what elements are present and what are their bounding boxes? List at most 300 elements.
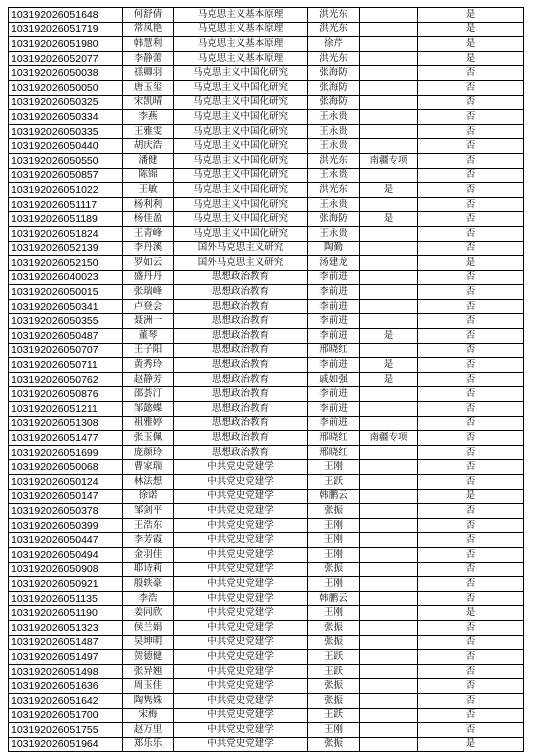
- special-plan-cell: 是: [360, 329, 418, 344]
- major-cell: 思想政治教育: [174, 299, 308, 314]
- student-name-cell: 郑乐乐: [123, 737, 174, 752]
- exam-number-cell: 103192026050038: [9, 66, 123, 81]
- status-flag-cell: 否: [418, 402, 524, 417]
- advisor-cell: 张振: [308, 504, 360, 519]
- exam-number-cell: 103192026050921: [9, 577, 123, 592]
- status-flag-cell: 否: [418, 270, 524, 285]
- advisor-cell: 张振: [308, 737, 360, 752]
- status-flag-cell: 否: [418, 343, 524, 358]
- special-plan-cell: [360, 679, 418, 694]
- table-row: [9, 51, 524, 66]
- advisor-cell: 张振: [308, 679, 360, 694]
- special-plan-cell: [360, 299, 418, 314]
- student-name-cell: 韩慧利: [123, 37, 174, 52]
- advisor-cell: 邢晓红: [308, 445, 360, 460]
- table-row: [9, 197, 524, 212]
- exam-number-cell: 103192026051323: [9, 620, 123, 635]
- table-row: [9, 22, 524, 37]
- major-cell: 中共党史党建学: [174, 475, 308, 490]
- major-cell: 马克思主义基本原理: [174, 51, 308, 66]
- table-row: [9, 299, 524, 314]
- student-name-cell: 金羽佳: [123, 547, 174, 562]
- advisor-cell: 张振: [308, 620, 360, 635]
- advisor-cell: 王跃: [308, 664, 360, 679]
- exam-number-cell: 103192026050015: [9, 285, 123, 300]
- student-name-cell: 庞颜玲: [123, 445, 174, 460]
- table-row: [9, 226, 524, 241]
- exam-number-cell: 103192026051980: [9, 37, 123, 52]
- status-flag-cell: 是: [418, 8, 524, 23]
- major-cell: 马克思主义基本原理: [174, 37, 308, 52]
- special-plan-cell: 南疆专项: [360, 431, 418, 446]
- major-cell: 中共党史党建学: [174, 620, 308, 635]
- status-flag-cell: 否: [418, 95, 524, 110]
- exam-number-cell: 103192026051487: [9, 635, 123, 650]
- exam-number-cell: 103192026052077: [9, 51, 123, 66]
- advisor-cell: 王刚: [308, 723, 360, 738]
- status-flag-cell: 否: [418, 518, 524, 533]
- special-plan-cell: [360, 635, 418, 650]
- major-cell: 中共党史党建学: [174, 708, 308, 723]
- status-flag-cell: 否: [418, 241, 524, 256]
- advisor-cell: 李前进: [308, 299, 360, 314]
- advisor-cell: 洪光东: [308, 183, 360, 198]
- special-plan-cell: [360, 314, 418, 329]
- table-row: [9, 66, 524, 81]
- major-cell: 马克思主义中国化研究: [174, 80, 308, 95]
- table-row: [9, 153, 524, 168]
- special-plan-cell: [360, 51, 418, 66]
- special-plan-cell: [360, 285, 418, 300]
- status-flag-cell: 是: [418, 489, 524, 504]
- major-cell: 中共党史党建学: [174, 518, 308, 533]
- major-cell: 国外马克思主义研究: [174, 241, 308, 256]
- special-plan-cell: [360, 620, 418, 635]
- major-cell: 中共党史党建学: [174, 504, 308, 519]
- table-row: [9, 212, 524, 227]
- table-row: [9, 358, 524, 373]
- student-name-cell: 罗如云: [123, 256, 174, 271]
- table-row: [9, 664, 524, 679]
- table-row: [9, 606, 524, 621]
- student-name-cell: 聂洲一: [123, 314, 174, 329]
- status-flag-cell: 否: [418, 679, 524, 694]
- major-cell: 中共党史党建学: [174, 533, 308, 548]
- table-row: [9, 431, 524, 446]
- exam-number-cell: 103192026050487: [9, 329, 123, 344]
- table-row: [9, 460, 524, 475]
- status-flag-cell: 否: [418, 591, 524, 606]
- status-flag-cell: 否: [418, 299, 524, 314]
- advisor-cell: 王永贵: [308, 110, 360, 125]
- table-row: [9, 504, 524, 519]
- major-cell: 思想政治教育: [174, 372, 308, 387]
- table-row: [9, 489, 524, 504]
- special-plan-cell: [360, 387, 418, 402]
- exam-number-cell: 103192026050068: [9, 460, 123, 475]
- special-plan-cell: [360, 270, 418, 285]
- special-plan-cell: [360, 139, 418, 154]
- status-flag-cell: 否: [418, 693, 524, 708]
- exam-number-cell: 103192026040023: [9, 270, 123, 285]
- student-name-cell: 李浩: [123, 591, 174, 606]
- major-cell: 中共党史党建学: [174, 489, 308, 504]
- student-name-cell: 王浩东: [123, 518, 174, 533]
- table-row: [9, 416, 524, 431]
- advisor-cell: 王永贵: [308, 197, 360, 212]
- exam-number-cell: 103192026051755: [9, 723, 123, 738]
- status-flag-cell: 否: [418, 723, 524, 738]
- exam-number-cell: 103192026050550: [9, 153, 123, 168]
- advisor-cell: 王刚: [308, 460, 360, 475]
- exam-number-cell: 103192026051636: [9, 679, 123, 694]
- table-row: [9, 241, 524, 256]
- advisor-cell: 李前进: [308, 358, 360, 373]
- status-flag-cell: 否: [418, 475, 524, 490]
- special-plan-cell: [360, 197, 418, 212]
- student-name-cell: 卢登会: [123, 299, 174, 314]
- advisor-cell: 邢晓红: [308, 431, 360, 446]
- exam-number-cell: 103192026050355: [9, 314, 123, 329]
- student-name-cell: 邹剑平: [123, 504, 174, 519]
- status-flag-cell: 是: [418, 37, 524, 52]
- special-plan-cell: [360, 577, 418, 592]
- exam-number-cell: 103192026051308: [9, 416, 123, 431]
- major-cell: 马克思主义中国化研究: [174, 226, 308, 241]
- advisor-cell: 李前进: [308, 329, 360, 344]
- exam-number-cell: 103192026052139: [9, 241, 123, 256]
- major-cell: 马克思主义中国化研究: [174, 153, 308, 168]
- student-name-cell: 杨利利: [123, 197, 174, 212]
- major-cell: 中共党史党建学: [174, 547, 308, 562]
- student-name-cell: 曹家瑞: [123, 460, 174, 475]
- advisor-cell: 洪光东: [308, 22, 360, 37]
- major-cell: 思想政治教育: [174, 343, 308, 358]
- exam-number-cell: 103192026051699: [9, 445, 123, 460]
- student-name-cell: 李芳霞: [123, 533, 174, 548]
- table-row: [9, 110, 524, 125]
- table-row: [9, 591, 524, 606]
- student-name-cell: 唐玉玺: [123, 80, 174, 95]
- advisor-cell: 王刚: [308, 547, 360, 562]
- major-cell: 马克思主义中国化研究: [174, 110, 308, 125]
- major-cell: 思想政治教育: [174, 387, 308, 402]
- special-plan-cell: [360, 693, 418, 708]
- status-flag-cell: 否: [418, 168, 524, 183]
- special-plan-cell: [360, 445, 418, 460]
- student-name-cell: 陶隽姝: [123, 693, 174, 708]
- major-cell: 马克思主义中国化研究: [174, 183, 308, 198]
- student-name-cell: 殷轶豪: [123, 577, 174, 592]
- advisor-cell: 李前进: [308, 416, 360, 431]
- major-cell: 思想政治教育: [174, 416, 308, 431]
- student-name-cell: 张玉佩: [123, 431, 174, 446]
- student-name-cell: 邹懿蝶: [123, 402, 174, 417]
- advisor-cell: 洪光东: [308, 8, 360, 23]
- exam-number-cell: 103192026051135: [9, 591, 123, 606]
- status-flag-cell: 否: [418, 387, 524, 402]
- table-row: [9, 183, 524, 198]
- admission-list-table: [8, 7, 524, 752]
- exam-number-cell: 103192026051211: [9, 402, 123, 417]
- major-cell: 思想政治教育: [174, 285, 308, 300]
- table-row: [9, 518, 524, 533]
- status-flag-cell: 否: [418, 460, 524, 475]
- status-flag-cell: 是: [418, 22, 524, 37]
- special-plan-cell: [360, 256, 418, 271]
- exam-number-cell: 103192026050334: [9, 110, 123, 125]
- major-cell: 马克思主义基本原理: [174, 8, 308, 23]
- special-plan-cell: [360, 22, 418, 37]
- student-name-cell: 董琴: [123, 329, 174, 344]
- student-name-cell: 王青峰: [123, 226, 174, 241]
- major-cell: 马克思主义中国化研究: [174, 168, 308, 183]
- major-cell: 思想政治教育: [174, 314, 308, 329]
- major-cell: 中共党史党建学: [174, 460, 308, 475]
- special-plan-cell: [360, 591, 418, 606]
- advisor-cell: 王刚: [308, 606, 360, 621]
- table-row: [9, 562, 524, 577]
- major-cell: 思想政治教育: [174, 329, 308, 344]
- student-name-cell: 盛丹丹: [123, 270, 174, 285]
- student-name-cell: 吴坤明: [123, 635, 174, 650]
- table-row: [9, 343, 524, 358]
- exam-number-cell: 103192026050335: [9, 124, 123, 139]
- status-flag-cell: 是: [418, 606, 524, 621]
- major-cell: 中共党史党建学: [174, 591, 308, 606]
- student-name-cell: 陈锦: [123, 168, 174, 183]
- table-row: [9, 37, 524, 52]
- advisor-cell: 张海防: [308, 66, 360, 81]
- special-plan-cell: [360, 518, 418, 533]
- special-plan-cell: [360, 124, 418, 139]
- table-row: [9, 168, 524, 183]
- exam-number-cell: 103192026051498: [9, 664, 123, 679]
- student-name-cell: 赵静芳: [123, 372, 174, 387]
- major-cell: 思想政治教育: [174, 270, 308, 285]
- student-name-cell: 李静蕾: [123, 51, 174, 66]
- exam-number-cell: 103192026050325: [9, 95, 123, 110]
- status-flag-cell: 否: [418, 110, 524, 125]
- student-name-cell: 王子阳: [123, 343, 174, 358]
- exam-number-cell: 103192026051022: [9, 183, 123, 198]
- student-name-cell: 潘健: [123, 153, 174, 168]
- student-name-cell: 邵荟汀: [123, 387, 174, 402]
- status-flag-cell: 是: [418, 51, 524, 66]
- major-cell: 中共党史党建学: [174, 679, 308, 694]
- special-plan-cell: 是: [360, 358, 418, 373]
- student-name-cell: 胡庆浩: [123, 139, 174, 154]
- advisor-cell: 王永贵: [308, 168, 360, 183]
- special-plan-cell: [360, 664, 418, 679]
- status-flag-cell: 否: [418, 124, 524, 139]
- exam-number-cell: 103192026051700: [9, 708, 123, 723]
- student-name-cell: 杨佳盈: [123, 212, 174, 227]
- major-cell: 国外马克思主义研究: [174, 256, 308, 271]
- major-cell: 思想政治教育: [174, 445, 308, 460]
- special-plan-cell: 是: [360, 212, 418, 227]
- special-plan-cell: [360, 547, 418, 562]
- student-name-cell: 姜同欣: [123, 606, 174, 621]
- student-name-cell: 宋凯晴: [123, 95, 174, 110]
- student-name-cell: 祖雅婷: [123, 416, 174, 431]
- table-row: [9, 314, 524, 329]
- exam-number-cell: 103192026050341: [9, 299, 123, 314]
- student-name-cell: 耶诗莉: [123, 562, 174, 577]
- major-cell: 思想政治教育: [174, 431, 308, 446]
- major-cell: 马克思主义中国化研究: [174, 95, 308, 110]
- student-name-cell: 侯兰娟: [123, 620, 174, 635]
- student-name-cell: 黄秀玲: [123, 358, 174, 373]
- exam-number-cell: 103192026050147: [9, 489, 123, 504]
- student-name-cell: 李燕: [123, 110, 174, 125]
- major-cell: 马克思主义中国化研究: [174, 139, 308, 154]
- table-row: [9, 329, 524, 344]
- status-flag-cell: 否: [418, 562, 524, 577]
- status-flag-cell: 否: [418, 708, 524, 723]
- exam-number-cell: 103192026051964: [9, 737, 123, 752]
- status-flag-cell: 否: [418, 226, 524, 241]
- exam-number-cell: 103192026050399: [9, 518, 123, 533]
- table-row: [9, 285, 524, 300]
- major-cell: 马克思主义中国化研究: [174, 124, 308, 139]
- major-cell: 思想政治教育: [174, 358, 308, 373]
- status-flag-cell: 否: [418, 547, 524, 562]
- advisor-cell: 王跃: [308, 475, 360, 490]
- advisor-cell: 洪光东: [308, 51, 360, 66]
- special-plan-cell: [360, 80, 418, 95]
- major-cell: 中共党史党建学: [174, 664, 308, 679]
- exam-number-cell: 103192026051824: [9, 226, 123, 241]
- special-plan-cell: [360, 723, 418, 738]
- exam-number-cell: 103192026050711: [9, 358, 123, 373]
- major-cell: 中共党史党建学: [174, 577, 308, 592]
- table-row: [9, 270, 524, 285]
- special-plan-cell: [360, 66, 418, 81]
- student-name-cell: 禚卿羽: [123, 66, 174, 81]
- status-flag-cell: 是: [418, 256, 524, 271]
- special-plan-cell: [360, 241, 418, 256]
- exam-number-cell: 103192026051648: [9, 8, 123, 23]
- student-name-cell: 宋梅: [123, 708, 174, 723]
- advisor-cell: 王永贵: [308, 124, 360, 139]
- special-plan-cell: [360, 416, 418, 431]
- advisor-cell: 韩鹏云: [308, 591, 360, 606]
- table-body: [9, 8, 524, 752]
- exam-number-cell: 103192026051642: [9, 693, 123, 708]
- advisor-cell: 洪光东: [308, 153, 360, 168]
- exam-number-cell: 103192026050876: [9, 387, 123, 402]
- table-row: [9, 8, 524, 23]
- advisor-cell: 王刚: [308, 518, 360, 533]
- table-row: [9, 547, 524, 562]
- advisor-cell: 李前进: [308, 314, 360, 329]
- status-flag-cell: 否: [418, 650, 524, 665]
- special-plan-cell: [360, 562, 418, 577]
- special-plan-cell: [360, 504, 418, 519]
- advisor-cell: 王刚: [308, 577, 360, 592]
- advisor-cell: 张海防: [308, 212, 360, 227]
- status-flag-cell: 否: [418, 80, 524, 95]
- table-row: [9, 533, 524, 548]
- exam-number-cell: 103192026050762: [9, 372, 123, 387]
- advisor-cell: 王跃: [308, 708, 360, 723]
- student-name-cell: 张异翘: [123, 664, 174, 679]
- table-row: [9, 475, 524, 490]
- special-plan-cell: [360, 606, 418, 621]
- exam-number-cell: 103192026051189: [9, 212, 123, 227]
- table-row: [9, 139, 524, 154]
- table-row: [9, 650, 524, 665]
- special-plan-cell: [360, 489, 418, 504]
- major-cell: 中共党史党建学: [174, 737, 308, 752]
- advisor-cell: 张海防: [308, 80, 360, 95]
- student-name-cell: 何舒倩: [123, 8, 174, 23]
- advisor-cell: 王永贵: [308, 139, 360, 154]
- student-name-cell: 李丹溪: [123, 241, 174, 256]
- advisor-cell: 邢晓红: [308, 343, 360, 358]
- advisor-cell: 戚如强: [308, 372, 360, 387]
- table-row: [9, 256, 524, 271]
- table-row: [9, 372, 524, 387]
- major-cell: 马克思主义基本原理: [174, 22, 308, 37]
- status-flag-cell: 否: [418, 212, 524, 227]
- exam-number-cell: 103192026050124: [9, 475, 123, 490]
- exam-number-cell: 103192026050378: [9, 504, 123, 519]
- table-row: [9, 708, 524, 723]
- student-name-cell: 王雅雯: [123, 124, 174, 139]
- status-flag-cell: 否: [418, 635, 524, 650]
- advisor-cell: 王永贵: [308, 226, 360, 241]
- status-flag-cell: 否: [418, 153, 524, 168]
- exam-number-cell: 103192026050050: [9, 80, 123, 95]
- exam-number-cell: 103192026050908: [9, 562, 123, 577]
- student-name-cell: 周玉佳: [123, 679, 174, 694]
- major-cell: 中共党史党建学: [174, 635, 308, 650]
- special-plan-cell: [360, 110, 418, 125]
- special-plan-cell: 南疆专项: [360, 153, 418, 168]
- status-flag-cell: 否: [418, 664, 524, 679]
- status-flag-cell: 否: [418, 66, 524, 81]
- table-row: [9, 95, 524, 110]
- student-name-cell: 徐诺: [123, 489, 174, 504]
- status-flag-cell: 否: [418, 314, 524, 329]
- advisor-cell: 徐芹: [308, 37, 360, 52]
- exam-number-cell: 103192026050440: [9, 139, 123, 154]
- advisor-cell: 张海防: [308, 95, 360, 110]
- special-plan-cell: 是: [360, 372, 418, 387]
- exam-number-cell: 103192026050494: [9, 547, 123, 562]
- exam-number-cell: 103192026051477: [9, 431, 123, 446]
- special-plan-cell: [360, 460, 418, 475]
- table-row: [9, 635, 524, 650]
- advisor-cell: 李前进: [308, 387, 360, 402]
- exam-number-cell: 103192026051117: [9, 197, 123, 212]
- major-cell: 马克思主义中国化研究: [174, 66, 308, 81]
- status-flag-cell: 否: [418, 372, 524, 387]
- exam-number-cell: 103192026052150: [9, 256, 123, 271]
- student-name-cell: 林法想: [123, 475, 174, 490]
- exam-number-cell: 103192026051719: [9, 22, 123, 37]
- status-flag-cell: 否: [418, 533, 524, 548]
- table-row: [9, 387, 524, 402]
- admission-list-sheet: [8, 7, 524, 752]
- major-cell: 马克思主义中国化研究: [174, 212, 308, 227]
- exam-number-cell: 103192026051190: [9, 606, 123, 621]
- advisor-cell: 张振: [308, 635, 360, 650]
- advisor-cell: 张振: [308, 693, 360, 708]
- status-flag-cell: 否: [418, 445, 524, 460]
